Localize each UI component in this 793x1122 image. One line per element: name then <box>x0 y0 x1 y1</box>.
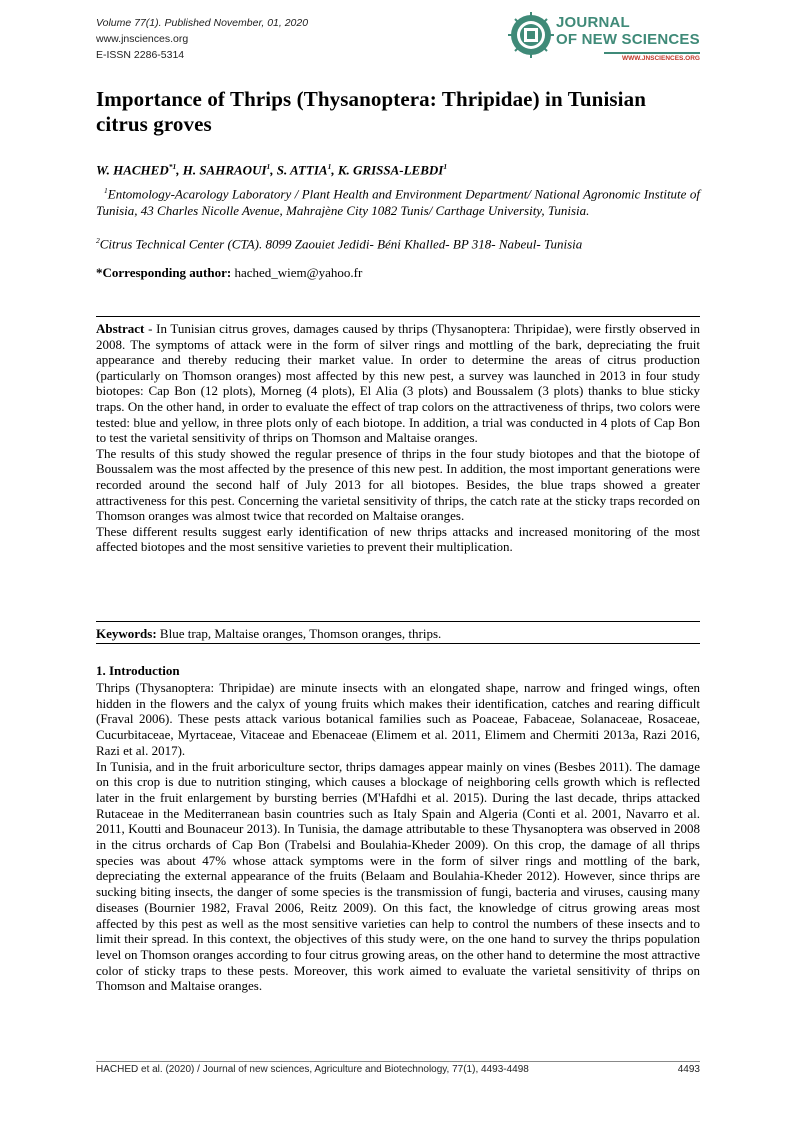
abstract-paragraph: These different results suggest early identification of new thrips attacks and increased monitoring of the most affected biotopes and the most sensitive varieties to prevent their multiplication. <box>96 523 700 555</box>
affiliation-2 <box>96 232 700 252</box>
author-name: W. HACHED <box>96 162 169 178</box>
volume-info: Volume 77(1). Published November, 01, 2020 <box>96 17 309 29</box>
affiliation-mark: 2 <box>96 236 100 245</box>
author-name: K. GRISSA-LEBDI <box>337 162 444 178</box>
author-affiliation-mark: *1 <box>168 162 177 171</box>
abstract-section <box>96 321 700 555</box>
journal-name-line2: OF NEW SCIENCES <box>556 31 700 48</box>
abstract-paragraph: Abstract - In Tunisian citrus groves, damages caused by thrips (Thysanoptera: Thripidae), were firstly observed in 2008. The symptoms of attack were in the form of silver rings and mottling of the bark, depreciating the fruit appearance and thereby reducing their market value. In order to determine the areas of citrus production (particularly on Thomson oranges) most affected by this new pest, a survey was launched in 2013 in four study biotopes: Cap Bon (12 plots), Morneg (4 plots), El Alia (3 plots) and Boussalem (3 plots) thanks to blue sticky traps. On the other hand, in order to evaluate the effect of trap colors on the attractiveness of thrips, two colors were tested: blue and yellow, in three plots only of each biotope. In addition, a trial was conducted in 4 plots of Cap Bon to test the varietal sensitivity of thrips on Thomson and Maltaise oranges. <box>96 321 700 446</box>
keywords-text: Blue trap, Maltaise oranges, Thomson oranges, thrips. <box>156 626 442 641</box>
keywords-top-divider <box>96 621 700 622</box>
section-heading-introduction: 1. Introduction <box>96 663 180 678</box>
page-number: 4493 <box>677 1064 700 1075</box>
affiliation-text: Entomology-Acarology Laboratory / Plant Health and Environment Department/ National Agronomic Institute of Tunisia, 43 Charles Nicolle Avenue, Mahrajène City 1082 Tunis/ Carthage University, Tunisia. <box>96 186 700 219</box>
footer-citation: HACHED et al. (2020) / Journal of new sciences, Agriculture and Biotechnology, 77(1), 4493-4498 <box>96 1064 529 1075</box>
journal-name-line1: JOURNAL <box>556 14 630 31</box>
author-name: S. ATTIA <box>276 162 328 178</box>
author-affiliation-mark: 1 <box>443 162 448 171</box>
author-affiliation-mark: 1 <box>266 162 271 171</box>
introduction-body <box>96 680 700 994</box>
corresponding-author-email[interactable]: hached_wiem@yahoo.fr <box>234 265 363 280</box>
journal-emblem-icon <box>508 12 554 58</box>
journal-issn: E-ISSN 2286-5314 <box>96 49 185 61</box>
journal-logo <box>508 12 700 64</box>
journal-name <box>556 14 700 48</box>
corresponding-author-label: *Corresponding author: <box>96 265 232 280</box>
keywords-bottom-divider <box>96 643 700 644</box>
journal-website[interactable]: www.jnsciences.org <box>96 33 189 45</box>
paper-title: Importance of Thrips (Thysanoptera: Thripidae) in Tunisian citrus groves <box>96 87 646 136</box>
abstract-paragraph: The results of this study showed the regular presence of thrips in the four study biotopes and that the biotope of Boussalem was the most affected by the presence of this new pest. In addition, the most important generations were recorded around the second half of July 2013 for all biotopes. Besides, the blue traps showed a greater attractiveness for this pest. Concerning the varietal sensitivity of thrips, the catch rate at the sticky traps recorded on Thomson oranges was almost twice that recorded on Maltaise oranges. <box>96 445 700 524</box>
introduction-paragraph: In Tunisia, and in the fruit arboriculture sector, thrips damages appear mainly on vines (Besbes 2011). The damage on this crop is due to nutrition stinging, which causes a blockage of neighboring cells growth which is reflected later in the fruit enlargement by bursting berries (M'Hafdhi et al. 2015). During the last decade, thrips attacked Rutaceae in the Mediterranean basin countries such as Italy Spain and Algeria (Conti et al. 2001, Navarro et al. 2011, Koutti and Bounaceur 2013). In Tunisia, the damage attributable to these Thysanoptera was observed in 2008 in the citrus orchards of Cap Bon (Trabelsi and Boulahia-Kheder 2009). On this crop, the damage of all thrips species was about 47% whose attack symptoms were in the form of silver rings and mottling of the bark, depreciating the external appearance of the fruits (Belaam and Boulahia-Kheder 2012). However, since thrips are sucking biting insects, the danger of some species is the transmission of fungi, bacteria and viruses, causing many diseases (Bournier 1982, Fraval 2006, Reitz 2009). On this fact, the knowledge of citrus growing areas most affected by this pest as well as the most sensitive varieties can help to control the numbers of these insects and to limit their spread. In this context, the objectives of this study were, on the one hand to survey the thrips population level on Thomson oranges according to four citrus growing areas, on the other hand to determine the most attractive color of sticky traps to these pests. Moreover, this work aimed to evaluate the varietal sensitivity of thrips on Thomson and Maltaise oranges. <box>96 758 700 994</box>
affiliation-1 <box>96 182 700 219</box>
journal-logo-url: WWW.JNSCIENCES.ORG <box>604 52 700 62</box>
author-affiliation-mark: 1 <box>327 162 332 171</box>
keywords-label: Keywords: <box>96 626 157 641</box>
affiliation-text: Citrus Technical Center (CTA). 8099 Zaouiet Jedidi- Béni Khalled- BP 318- Nabeul- Tunisia <box>99 236 583 252</box>
affiliation-mark: 1 <box>104 186 108 195</box>
introduction-paragraph: Thrips (Thysanoptera: Thripidae) are minute insects with an elongated shape, narrow and fringed wings, often hidden in the flowers and the calyx of young fruits which makes their identification, catches and rearing difficult (Fraval 2006). These pests attack various botanical families such as Poaceae, Fabaceae, Solanaceae, Rosaceae, Cucurbitaceae, Myrtaceae, Vitaceae and Ebenaceae (Elimem et al. 2011, Elimem and Chermiti 2013a, Razi 2016, Razi et al. 2017). <box>96 680 700 758</box>
journal-header <box>96 15 308 63</box>
abstract-top-divider <box>96 316 700 317</box>
abstract-label: Abstract <box>96 321 145 336</box>
page-footer <box>96 1061 700 1075</box>
author-name: H. SAHRAOUI <box>182 162 267 178</box>
corresponding-author <box>96 265 362 281</box>
keywords-section <box>96 626 700 642</box>
author-list: W. HACHED$^{*1}$, H. SAHRAOUI$^1$, S. ATTIA$^1$, K. GRISSA-LEBDI$^1$ <box>96 162 448 178</box>
